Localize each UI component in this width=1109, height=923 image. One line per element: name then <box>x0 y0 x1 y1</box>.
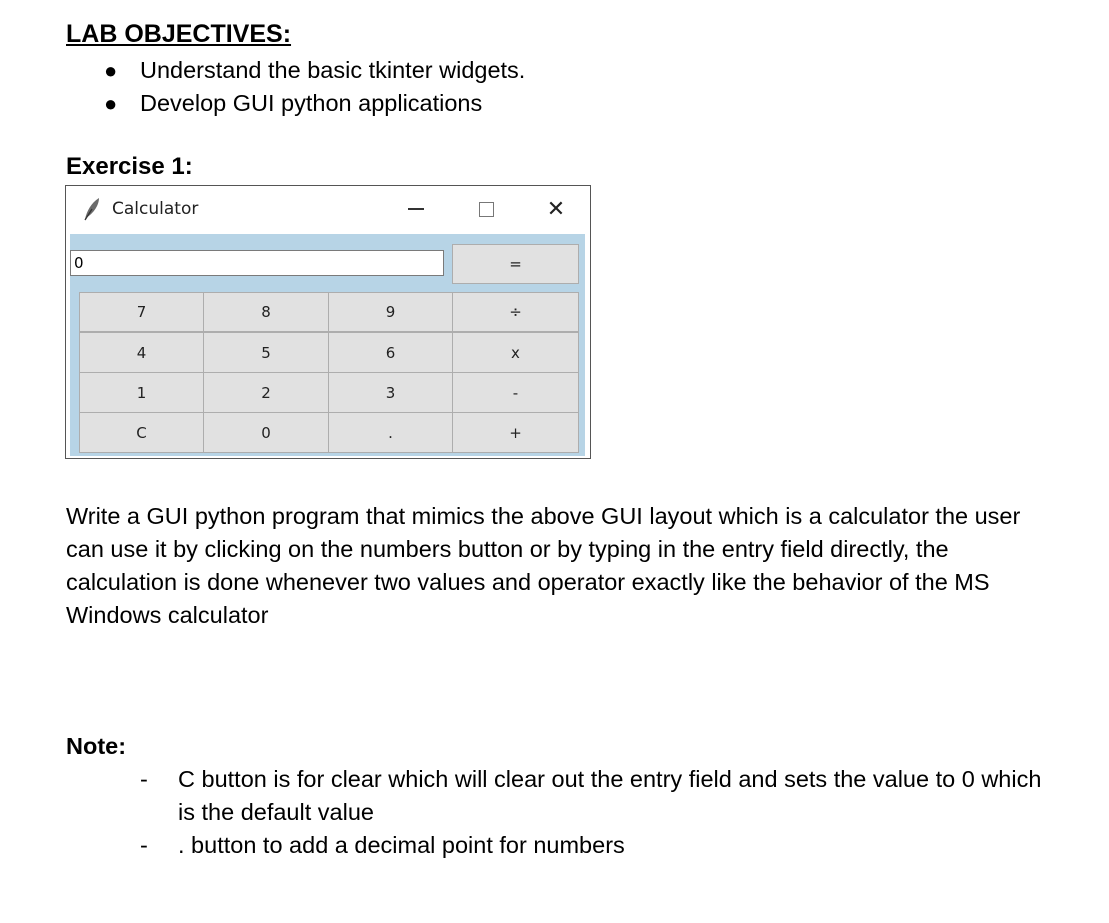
decimal-button[interactable]: . <box>328 412 453 453</box>
add-button[interactable]: + <box>452 412 579 453</box>
exercise-title: Exercise 1: <box>66 153 193 180</box>
list-item <box>140 829 1060 862</box>
close-icon: ✕ <box>546 196 566 222</box>
note-text: . button to add a decimal point for numbers <box>178 832 625 858</box>
minimize-button[interactable] <box>396 194 436 224</box>
bullet-icon: ● <box>104 91 118 116</box>
window-title: Calculator <box>112 199 199 219</box>
button-5[interactable]: 5 <box>203 332 329 373</box>
button-2[interactable]: 2 <box>203 372 329 413</box>
title-bar[interactable] <box>66 186 590 234</box>
clear-button[interactable]: C <box>79 412 204 453</box>
display-entry[interactable]: 0 <box>70 250 444 276</box>
lab-objectives-heading: LAB OBJECTIVES: <box>66 20 292 48</box>
objective-text: Understand the basic tkinter widgets. <box>140 57 526 83</box>
button-7[interactable]: 7 <box>79 292 204 332</box>
dash-bullet: - <box>140 832 148 858</box>
objective-text: Develop GUI python applications <box>140 90 483 116</box>
button-8[interactable]: 8 <box>203 292 329 332</box>
calculator-body <box>70 234 585 456</box>
calculator-window <box>65 185 591 459</box>
list-item <box>104 87 525 120</box>
exercise-description: Write a GUI python program that mimics the above GUI layout which is a calculator the user can use it by clicking on the numbers button or by typing in the entry field directly, the calculation is done whenever two values and operator exactly like the behavior of the MS Windows calculator <box>66 503 1021 628</box>
button-1[interactable]: 1 <box>79 372 204 413</box>
button-3[interactable]: 3 <box>328 372 453 413</box>
note-title: Note: <box>66 733 127 759</box>
button-6[interactable]: 6 <box>328 332 453 373</box>
equals-button[interactable]: = <box>452 244 579 284</box>
close-button[interactable] <box>536 194 576 224</box>
minimize-icon <box>408 208 424 210</box>
list-item <box>104 54 525 87</box>
bullet-icon: ● <box>104 58 118 83</box>
objectives-list <box>104 54 525 120</box>
dash-bullet: - <box>140 766 148 792</box>
divide-button[interactable]: ÷ <box>452 292 579 332</box>
note-text: C button is for clear which will clear out the entry field and sets the value to 0 which is the default value <box>178 766 1042 825</box>
subtract-button[interactable]: - <box>452 372 579 413</box>
button-9[interactable]: 9 <box>328 292 453 332</box>
list-item <box>140 763 1060 829</box>
multiply-button[interactable]: x <box>452 332 579 373</box>
maximize-icon <box>479 202 494 217</box>
maximize-button[interactable] <box>466 194 506 224</box>
button-0[interactable]: 0 <box>203 412 329 453</box>
feather-icon <box>82 197 102 226</box>
notes-list <box>140 763 1060 862</box>
button-4[interactable]: 4 <box>79 332 204 373</box>
